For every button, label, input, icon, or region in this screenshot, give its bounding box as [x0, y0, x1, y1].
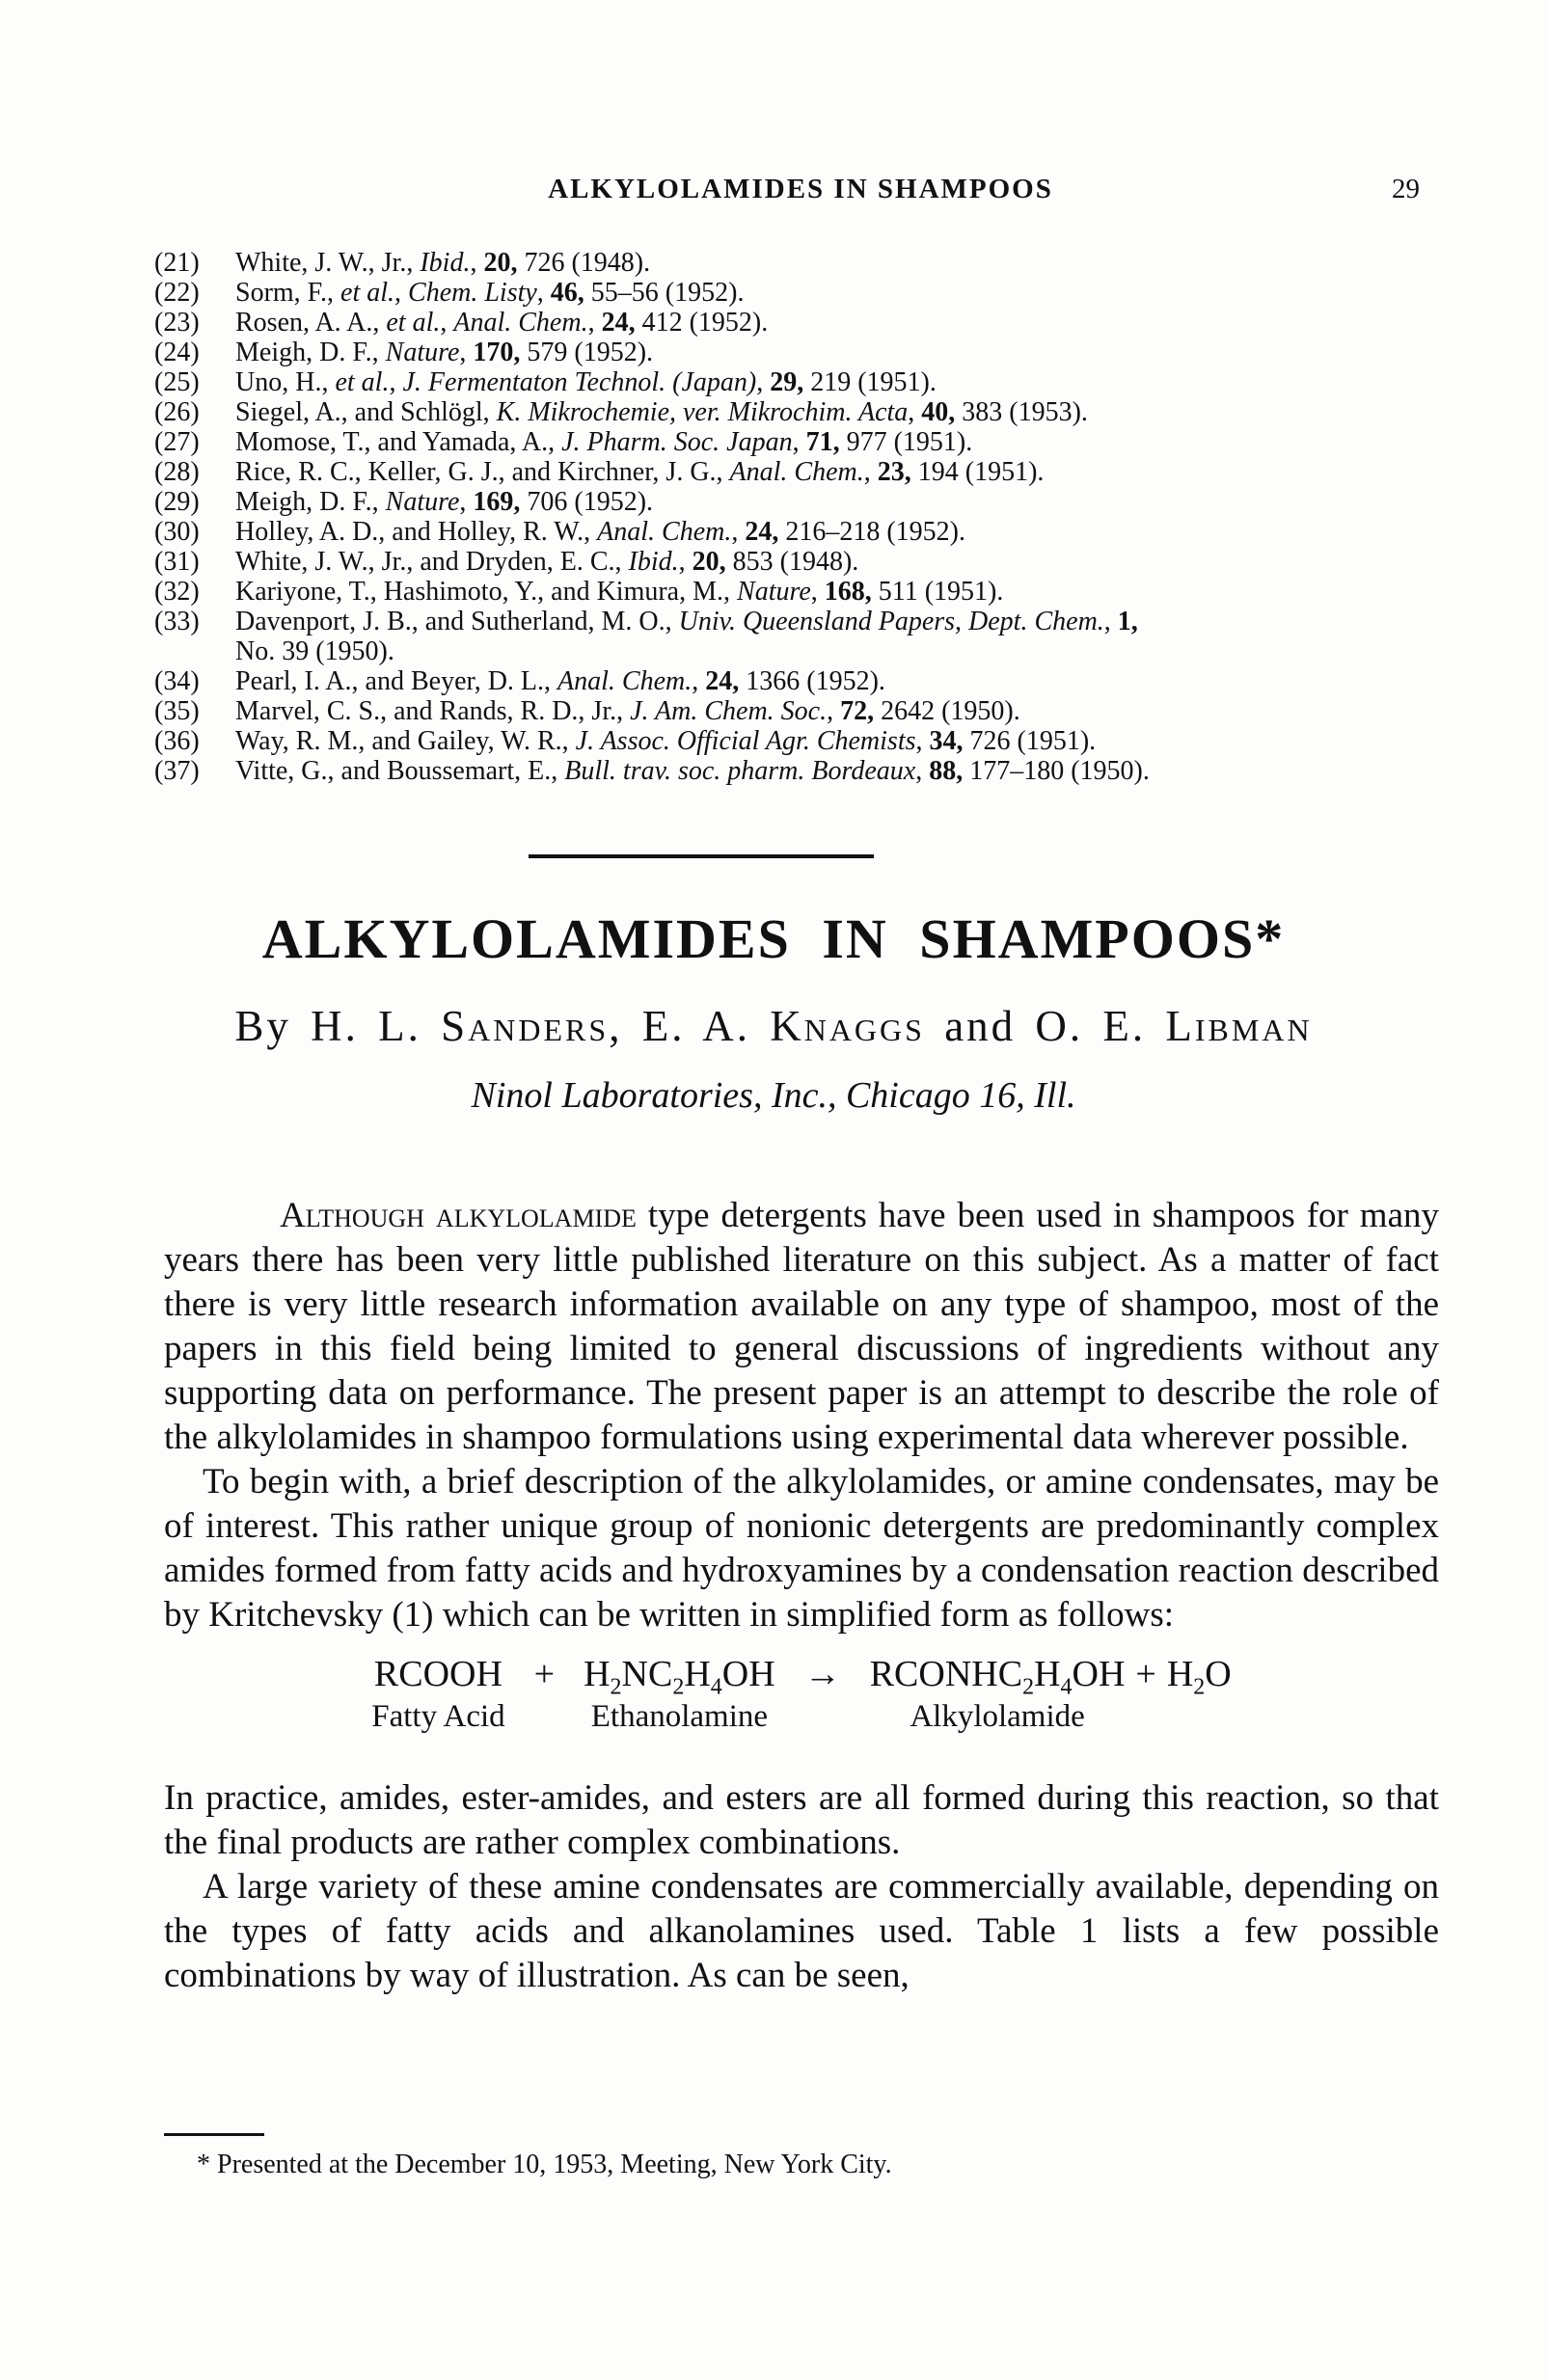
reference-number: (24) — [154, 338, 200, 367]
article-affiliation: Ninol Laboratories, Inc., Chicago 16, Ill. — [471, 1075, 1076, 1116]
reference-item — [154, 278, 1466, 308]
reference-item — [154, 457, 1466, 487]
text-segment: Nature — [737, 577, 811, 607]
text-segment: et al. — [386, 308, 441, 338]
text-segment: , — [810, 577, 825, 607]
text-segment: White, J. W., Jr., and Dryden, E. C., — [235, 547, 629, 577]
text-segment: Although alkylolamide — [280, 1196, 637, 1235]
text-segment: , — [692, 666, 706, 696]
equation-formula: $H_2NC_2H_4OH$ — [584, 1654, 775, 1700]
author-name: H. L. Sanders — [311, 1002, 610, 1050]
text-segment: , — [915, 726, 930, 756]
text-segment: 23, — [877, 457, 911, 487]
text-segment: By — [234, 1002, 312, 1050]
author-name: E. A. Knaggs — [641, 1002, 925, 1050]
equation-label: Alkylolamide — [910, 1699, 1085, 1734]
text-segment: Davenport, J. B., and Sutherland, M. O., — [235, 607, 679, 636]
reference-item — [154, 696, 1466, 726]
text-segment: 24, — [745, 517, 779, 547]
text-segment: 71, — [805, 427, 840, 457]
text-segment: Rosen, A. A., — [235, 308, 387, 338]
text-segment: , — [908, 397, 922, 427]
text-segment: and — [924, 1002, 1036, 1050]
text-segment: , — [756, 367, 771, 397]
text-segment: , — [827, 696, 841, 726]
text-segment: , — [609, 1002, 642, 1050]
references-list — [154, 248, 1466, 786]
text-segment: , — [731, 517, 746, 547]
reference-item — [154, 547, 1466, 577]
body-paragraph — [164, 1460, 1439, 1637]
text-segment: 34, — [929, 726, 964, 756]
text-segment: 977 (1951). — [839, 427, 973, 457]
body-paragraph — [164, 1776, 1439, 1865]
author-name: O. E. Libman — [1035, 1002, 1313, 1050]
reference-item — [154, 487, 1466, 517]
text-segment: , — [389, 367, 403, 397]
text-segment: 216–218 (1952). — [778, 517, 966, 547]
reference-item — [154, 397, 1466, 427]
text-segment: 853 (1948). — [725, 547, 859, 577]
reference-item — [154, 517, 1466, 547]
text-segment: No. 39 (1950). — [235, 636, 394, 666]
reference-item — [154, 427, 1466, 457]
reference-number: (29) — [154, 487, 200, 517]
reference-item — [154, 726, 1466, 756]
text-segment: 24, — [705, 666, 740, 696]
equation-operator: + — [1135, 1654, 1156, 1694]
equation-operator: + — [533, 1654, 556, 1694]
text-segment: 20, — [692, 547, 726, 577]
text-segment: et al. — [340, 278, 395, 308]
article-title: ALKYLOLAMIDES IN SHAMPOOS* — [261, 907, 1286, 970]
text-segment: Holley, A. D., and Holley, R. W., — [235, 517, 598, 547]
section-divider — [529, 854, 874, 858]
chemical-equation — [164, 1653, 1439, 1736]
text-segment: , — [459, 338, 474, 367]
equation-formula: $H_2O$ — [1166, 1654, 1232, 1700]
reference-number: (30) — [154, 517, 200, 547]
text-segment: , — [587, 308, 602, 338]
text-segment: 1366 (1952). — [739, 666, 885, 696]
text-segment: Anal. Chem. — [453, 308, 588, 338]
text-segment: Meigh, D. F., — [235, 487, 386, 517]
reference-item — [154, 308, 1466, 338]
text-segment: Nature — [385, 338, 460, 367]
text-segment: In practice, amides, ester-amides, and esters are all formed during this reaction, so that the final products are rather complex combinations. — [164, 1778, 1439, 1862]
reference-number: (25) — [154, 367, 200, 397]
reference-item — [154, 338, 1466, 367]
footnote-text: * Presented at the December 10, 1953, Meeting, New York City. — [197, 2150, 892, 2179]
text-segment: Bull. trav. soc. pharm. Bordeaux — [564, 756, 916, 786]
equation-label: Fatty Acid — [371, 1699, 505, 1734]
text-segment: Way, R. M., and Gailey, W. R., — [235, 726, 576, 756]
text-segment: 168, — [824, 577, 872, 607]
text-segment: Kariyone, T., Hashimoto, Y., and Kimura, M., — [235, 577, 738, 607]
text-segment: Nature — [385, 487, 460, 517]
reference-number: (34) — [154, 666, 200, 696]
text-segment: 170, — [473, 338, 521, 367]
text-segment: 20, — [483, 248, 518, 278]
reference-number: (28) — [154, 457, 200, 487]
text-segment: A large variety of these amine condensates are commercially available, depending on the types of fatty acids and alkanolamines used. Table 1 lists a few possible combinations by way of illustration. As can be seen, — [164, 1867, 1439, 1995]
reference-number: (35) — [154, 696, 200, 726]
reference-number: (37) — [154, 756, 200, 786]
text-segment: Sorm, F., — [235, 278, 341, 308]
equation-formula: $RCONHC_2H_4OH$ — [869, 1654, 1126, 1700]
text-segment: Ibid. — [628, 547, 679, 577]
text-segment: 1, — [1117, 607, 1138, 636]
text-segment: Siegel, A., and Schlögl, — [235, 397, 497, 427]
text-segment: 29, — [770, 367, 804, 397]
text-segment: 726 (1951). — [963, 726, 1097, 756]
text-segment: 219 (1951). — [803, 367, 937, 397]
reference-item — [154, 248, 1466, 278]
text-segment: 726 (1948). — [517, 248, 651, 278]
text-segment: 383 (1953). — [955, 397, 1088, 427]
reference-number: (23) — [154, 308, 200, 338]
text-segment: J. Am. Chem. Soc. — [630, 696, 828, 726]
text-segment: 72, — [840, 696, 875, 726]
reference-number: (21) — [154, 248, 200, 278]
text-segment: type detergents have been used in shampoos for many years there has been very little published literature on this subject. As a matter of fact there is very little research information available on any type of shampoo, most of the papers in this field being limited to general discussions of ingredients without any supporting data on performance. The present paper is an attempt to describe the role of the alkylolamides in shampoo formulations using experimental data wherever possible. — [164, 1196, 1439, 1457]
reference-item — [154, 577, 1466, 607]
text-segment: J. Assoc. Official Agr. Chemists — [575, 726, 916, 756]
text-segment: , — [1103, 607, 1118, 636]
text-segment: et al. — [335, 367, 390, 397]
text-segment: Vitte, G., and Boussemart, E., — [235, 756, 565, 786]
text-segment: Marvel, C. S., and Rands, R. D., Jr., — [235, 696, 631, 726]
text-segment: K. Mikrochemie, ver. Mikrochim. Acta — [496, 397, 909, 427]
text-segment: Meigh, D. F., — [235, 338, 386, 367]
text-segment: 511 (1951). — [871, 577, 1004, 607]
text-segment: Ibid. — [420, 248, 471, 278]
text-segment: To begin with, a brief description of the alkylolamides, or amine condensates, may be of interest. This rather unique group of nonionic detergents are predominantly complex amides formed from fatty acids and hydroxyamines by a condensation reaction described by Kritchevsky (1) which can be written in simplified form as follows: — [164, 1462, 1439, 1635]
text-segment: 24, — [601, 308, 636, 338]
reference-item — [154, 666, 1466, 696]
text-segment: , — [459, 487, 474, 517]
text-segment: 55–56 (1952). — [584, 278, 745, 308]
text-segment: 706 (1952). — [520, 487, 654, 517]
text-segment: 169, — [473, 487, 521, 517]
reference-number: (31) — [154, 547, 200, 577]
text-segment: , — [394, 278, 409, 308]
equation-term — [870, 1653, 1126, 1736]
reference-item — [154, 367, 1466, 397]
text-segment: Uno, H., — [235, 367, 336, 397]
equation-operator: → — [803, 1654, 841, 1694]
text-segment: 194 (1951). — [910, 457, 1045, 487]
body-paragraph — [164, 1865, 1439, 1998]
text-segment: , — [536, 278, 551, 308]
reference-item — [154, 607, 1466, 666]
text-segment: , — [863, 457, 878, 487]
text-segment: 177–180 (1950). — [963, 756, 1150, 786]
text-segment: , — [678, 547, 693, 577]
text-segment: Momose, T., and Yamada, A., — [235, 427, 562, 457]
reference-number: (27) — [154, 427, 200, 457]
text-segment: 412 (1952). — [635, 308, 769, 338]
text-segment: , — [915, 756, 930, 786]
reference-number: (26) — [154, 397, 200, 427]
text-segment: , — [792, 427, 806, 457]
text-segment: 88, — [929, 756, 964, 786]
reference-number: (33) — [154, 607, 200, 636]
reference-number: (22) — [154, 278, 200, 308]
reference-item — [154, 756, 1466, 786]
article-body — [164, 1194, 1439, 1998]
text-segment: 2642 (1950). — [874, 696, 1020, 726]
text-segment: Anal. Chem. — [729, 457, 864, 487]
text-segment: 579 (1952). — [520, 338, 654, 367]
equation-term — [1166, 1653, 1232, 1700]
equation-formula: RCOOH — [373, 1654, 502, 1694]
equation-label: Ethanolamine — [590, 1699, 769, 1734]
running-header — [164, 174, 1437, 212]
text-segment: White, J. W., Jr., — [235, 248, 421, 278]
reference-number: (32) — [154, 577, 200, 607]
text-segment: Anal. Chem. — [557, 666, 693, 696]
equation-term — [371, 1653, 504, 1736]
reference-number: (36) — [154, 726, 200, 756]
equation-term — [584, 1653, 775, 1736]
text-segment: Univ. Queensland Papers, Dept. Chem. — [678, 607, 1104, 636]
article-byline — [137, 1001, 1410, 1051]
text-segment: , — [440, 308, 454, 338]
body-paragraph — [164, 1194, 1439, 1460]
text-segment: J. Fermentaton Technol. (Japan) — [402, 367, 757, 397]
text-segment: Rice, R. C., Keller, G. J., and Kirchner, J. G., — [235, 457, 730, 487]
footnote-rule — [164, 2133, 264, 2136]
text-segment: Chem. Listy — [408, 278, 537, 308]
text-segment: J. Pharm. Soc. Japan — [561, 427, 793, 457]
text-segment: 46, — [550, 278, 584, 308]
text-segment: , — [470, 248, 484, 278]
page-number: 29 — [1392, 174, 1420, 204]
text-segment: Pearl, I. A., and Beyer, D. L., — [235, 666, 558, 696]
running-header-title: ALKYLOLAMIDES IN SHAMPOOS — [548, 174, 1053, 204]
text-segment: 40, — [921, 397, 956, 427]
text-segment: Anal. Chem. — [597, 517, 732, 547]
